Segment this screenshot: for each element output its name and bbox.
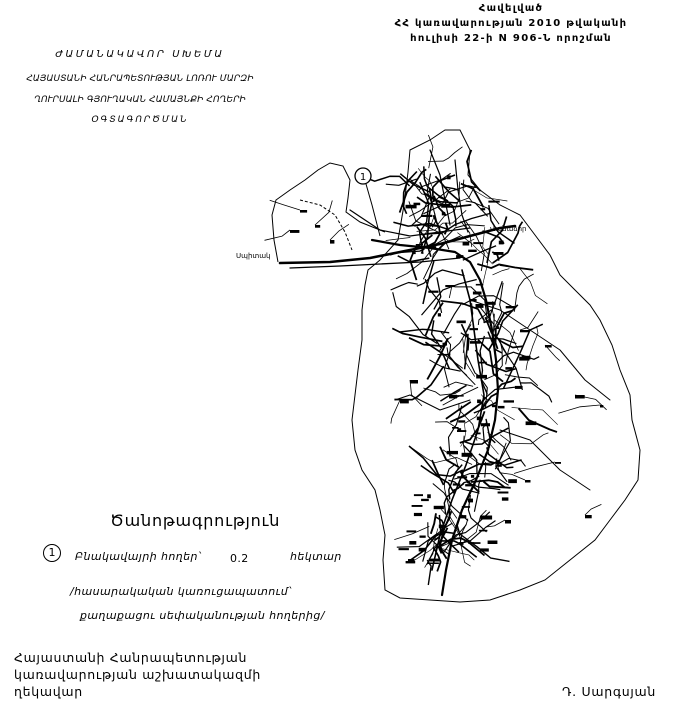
- map-road-segment: [394, 366, 443, 400]
- map-road-segment: [469, 187, 508, 201]
- map-settlement-mark: [421, 499, 429, 501]
- annex-date-number-line: հուլիսի 22-ի N 906-Ն որոշման: [410, 33, 612, 44]
- map-settlement-mark: [428, 291, 438, 293]
- map-settlement-mark: [425, 246, 436, 248]
- map-road-segment: [444, 303, 463, 334]
- legend-area-unit: հեկտար: [290, 550, 342, 563]
- map-settlement-mark: [438, 313, 441, 316]
- map-settlement-mark: [497, 465, 502, 467]
- road-east-branch: [470, 300, 610, 400]
- map-settlement-mark: [439, 525, 443, 529]
- map-settlement-mark: [499, 241, 504, 245]
- signatory-name: Դ. Սարգսյան: [562, 684, 656, 699]
- map-settlement-mark: [525, 480, 531, 483]
- map-road-segment: [432, 320, 442, 348]
- annex-decision-line: ՀՀ կառավարության 2010 թվականի: [394, 18, 628, 29]
- map-settlement-mark: [447, 451, 458, 454]
- map-settlement-mark: [496, 326, 500, 329]
- map-settlement-mark: [414, 494, 423, 496]
- map-road-segment: [498, 443, 506, 473]
- settlement-cluster: [265, 135, 607, 585]
- map-settlement-mark: [498, 492, 509, 494]
- map-settlement-mark: [462, 506, 470, 508]
- map-settlement-mark: [488, 541, 498, 545]
- map-settlement-mark: [480, 516, 492, 520]
- map-settlement-mark: [476, 284, 484, 286]
- map-settlement-mark: [434, 506, 444, 509]
- map-settlement-mark: [585, 515, 592, 518]
- map-settlement-mark: [502, 497, 509, 500]
- map-settlement-mark: [488, 201, 499, 203]
- map-settlement-mark: [400, 400, 409, 403]
- map-settlement-mark: [462, 453, 473, 457]
- map-settlement-mark: [473, 242, 483, 244]
- legend-heading: Ծանոթագրություն: [110, 511, 281, 530]
- map-settlement-mark: [468, 250, 477, 252]
- map-road-segment: [409, 446, 463, 476]
- map-settlement-mark: [416, 244, 423, 246]
- map-settlement-mark: [477, 400, 481, 404]
- map-settlement-mark: [526, 421, 537, 425]
- map-road-segment: [446, 402, 471, 419]
- map-road-segment: [520, 383, 552, 403]
- legend-note-line1: /հասարակական կառուցապատում՝: [70, 585, 292, 598]
- map-settlement-mark: [410, 380, 418, 384]
- map-settlement-mark: [447, 175, 451, 179]
- plot-marker: [355, 168, 380, 236]
- map-settlement-mark: [504, 400, 515, 402]
- map-settlement-mark: [442, 212, 445, 216]
- map-settlement-mark: [515, 386, 523, 389]
- map-settlement-mark: [519, 357, 529, 361]
- map-settlement-mark: [463, 242, 470, 246]
- map-settlement-mark: [458, 420, 465, 422]
- map-settlement-mark: [419, 548, 426, 552]
- map-settlement-mark: [483, 321, 492, 323]
- map-settlement-mark: [458, 428, 462, 431]
- map-road-segment: [487, 387, 516, 397]
- map-settlement-mark: [476, 433, 481, 435]
- marker-number: 1: [359, 172, 367, 183]
- map-road-segment: [265, 230, 291, 240]
- map-settlement-mark: [457, 476, 467, 478]
- map-road-segment: [519, 408, 557, 432]
- map-road-segment: [487, 520, 505, 527]
- scheme-title: ԺԱՄԱՆԱԿԱՎՈՐ ՍԽԵՄԱ: [55, 49, 225, 60]
- legend-item-label: Բնակավայրի հողեր՝: [75, 550, 201, 563]
- scheme-subtitle-line1: ՀԱՅԱՍՏԱՆԻ ՀԱՆՐԱՊԵՏՈՒԹՅԱՆ ԼՈՌՈՒ ՄԱՐԶԻ: [26, 74, 254, 84]
- map-settlement-mark: [600, 405, 603, 408]
- map-settlement-mark: [412, 505, 423, 507]
- map-settlement-mark: [468, 499, 473, 503]
- map-settlement-mark: [407, 530, 417, 532]
- map-settlement-mark: [445, 285, 455, 287]
- map-settlement-mark: [492, 405, 497, 407]
- map-settlement-mark: [476, 375, 487, 379]
- legend-marker-circle: [43, 544, 61, 562]
- map-settlement-mark: [427, 494, 431, 498]
- map-settlement-mark: [412, 252, 416, 254]
- map-label-west-town: Սպիտակ: [236, 252, 271, 260]
- map-road-segment: [391, 400, 400, 424]
- map-settlement-mark: [479, 362, 487, 364]
- map-settlement-mark: [459, 542, 463, 545]
- map-settlement-mark: [427, 563, 439, 565]
- map-road-segment: [500, 266, 548, 304]
- map-settlement-mark: [414, 513, 422, 516]
- map-road-segment: [400, 329, 450, 333]
- map-settlement-mark: [481, 423, 490, 426]
- map-settlement-mark: [471, 475, 474, 478]
- map-road-segment: [447, 347, 475, 384]
- map-label-east-town: Վանաձոր: [490, 225, 527, 233]
- map-settlement-mark: [469, 328, 478, 330]
- map-road-segment: [526, 326, 538, 370]
- map-road-segment: [558, 405, 600, 413]
- map-settlement-mark: [406, 561, 416, 563]
- map-settlement-mark: [399, 548, 409, 550]
- map-settlement-mark: [300, 210, 307, 213]
- map-settlement-mark: [498, 406, 505, 409]
- map-road-segment: [391, 283, 418, 291]
- map-settlement-mark: [429, 559, 440, 562]
- signatory-position-line1: Հայաստանի Հանրապետության: [14, 650, 248, 665]
- map-settlement-mark: [457, 321, 466, 324]
- map-settlement-mark: [409, 541, 416, 545]
- map-settlement-mark: [470, 341, 480, 344]
- map-settlement-mark: [406, 205, 417, 209]
- map-settlement-mark: [456, 255, 463, 258]
- map-settlement-mark: [555, 462, 561, 464]
- map-road-segment: [477, 264, 533, 270]
- annex-label: Հավելված: [478, 3, 544, 14]
- map-settlement-mark: [443, 343, 448, 346]
- map-road-segment: [449, 287, 451, 298]
- map-settlement-mark: [420, 536, 426, 538]
- map-settlement-mark: [479, 530, 488, 532]
- map-settlement-mark: [473, 292, 482, 295]
- map-settlement-mark: [421, 215, 432, 217]
- inner-boundary-line: [300, 200, 352, 250]
- scheme-subtitle-line3: ՕԳՏԱԳՈՐԾՄԱՆ: [91, 115, 189, 125]
- map-road-segment: [330, 224, 349, 240]
- map-road-segment: [463, 246, 496, 261]
- map-settlement-mark: [481, 208, 486, 210]
- signatory-position-line2: կառավարության աշխատակազմի: [14, 667, 262, 682]
- map-settlement-mark: [477, 417, 483, 421]
- map-settlement-mark: [520, 330, 529, 332]
- map-settlement-mark: [469, 299, 476, 301]
- map-settlement-mark: [440, 354, 451, 356]
- map-settlement-mark: [505, 367, 512, 370]
- map-settlement-mark: [330, 240, 334, 244]
- map-settlement-mark: [506, 306, 515, 308]
- map-road-segment: [421, 466, 455, 495]
- map-settlement-mark: [487, 302, 496, 305]
- map-settlement-mark: [453, 395, 464, 397]
- map-settlement-mark: [452, 427, 459, 429]
- map-settlement-mark: [315, 225, 320, 228]
- map-settlement-mark: [480, 548, 489, 551]
- map-settlement-mark: [494, 252, 504, 255]
- map-settlement-mark: [469, 542, 481, 544]
- map-road-segment: [514, 462, 555, 474]
- legend-area-value: 0.2: [230, 552, 249, 565]
- map-settlement-mark: [508, 479, 517, 483]
- map-settlement-mark: [453, 483, 461, 485]
- marker-leader-line: [366, 184, 380, 236]
- legend-note-line2: քաղաքացու սեփականության հողերից/: [80, 609, 325, 622]
- map-settlement-mark: [290, 230, 299, 233]
- map-settlement-mark: [476, 304, 484, 308]
- map-road-segment: [432, 460, 444, 485]
- map-settlement-mark: [460, 515, 466, 518]
- map-road-segment: [467, 150, 481, 191]
- map-road-segment: [492, 352, 539, 367]
- map-road-segment: [315, 201, 332, 226]
- map-road-segment: [493, 269, 510, 275]
- map-settlement-mark: [465, 484, 475, 486]
- scheme-subtitle-line2: ՂՈՒՐՍԱԼԻ ԳՅՈՒՂԱԿԱՆ ՀԱՄԱՅՆՔԻ ՀՈՂԵՐԻ: [34, 95, 246, 105]
- map-road-segment: [545, 345, 560, 361]
- map-road-segment: [440, 301, 484, 321]
- legend-marker-number: 1: [48, 546, 56, 559]
- map-settlement-mark: [441, 204, 450, 208]
- signatory-position-line3: ղեկավար: [14, 684, 83, 699]
- map-road-segment: [585, 504, 601, 515]
- map-road-segment: [410, 380, 422, 406]
- map-road-segment: [431, 513, 436, 534]
- map-settlement-mark: [505, 520, 511, 524]
